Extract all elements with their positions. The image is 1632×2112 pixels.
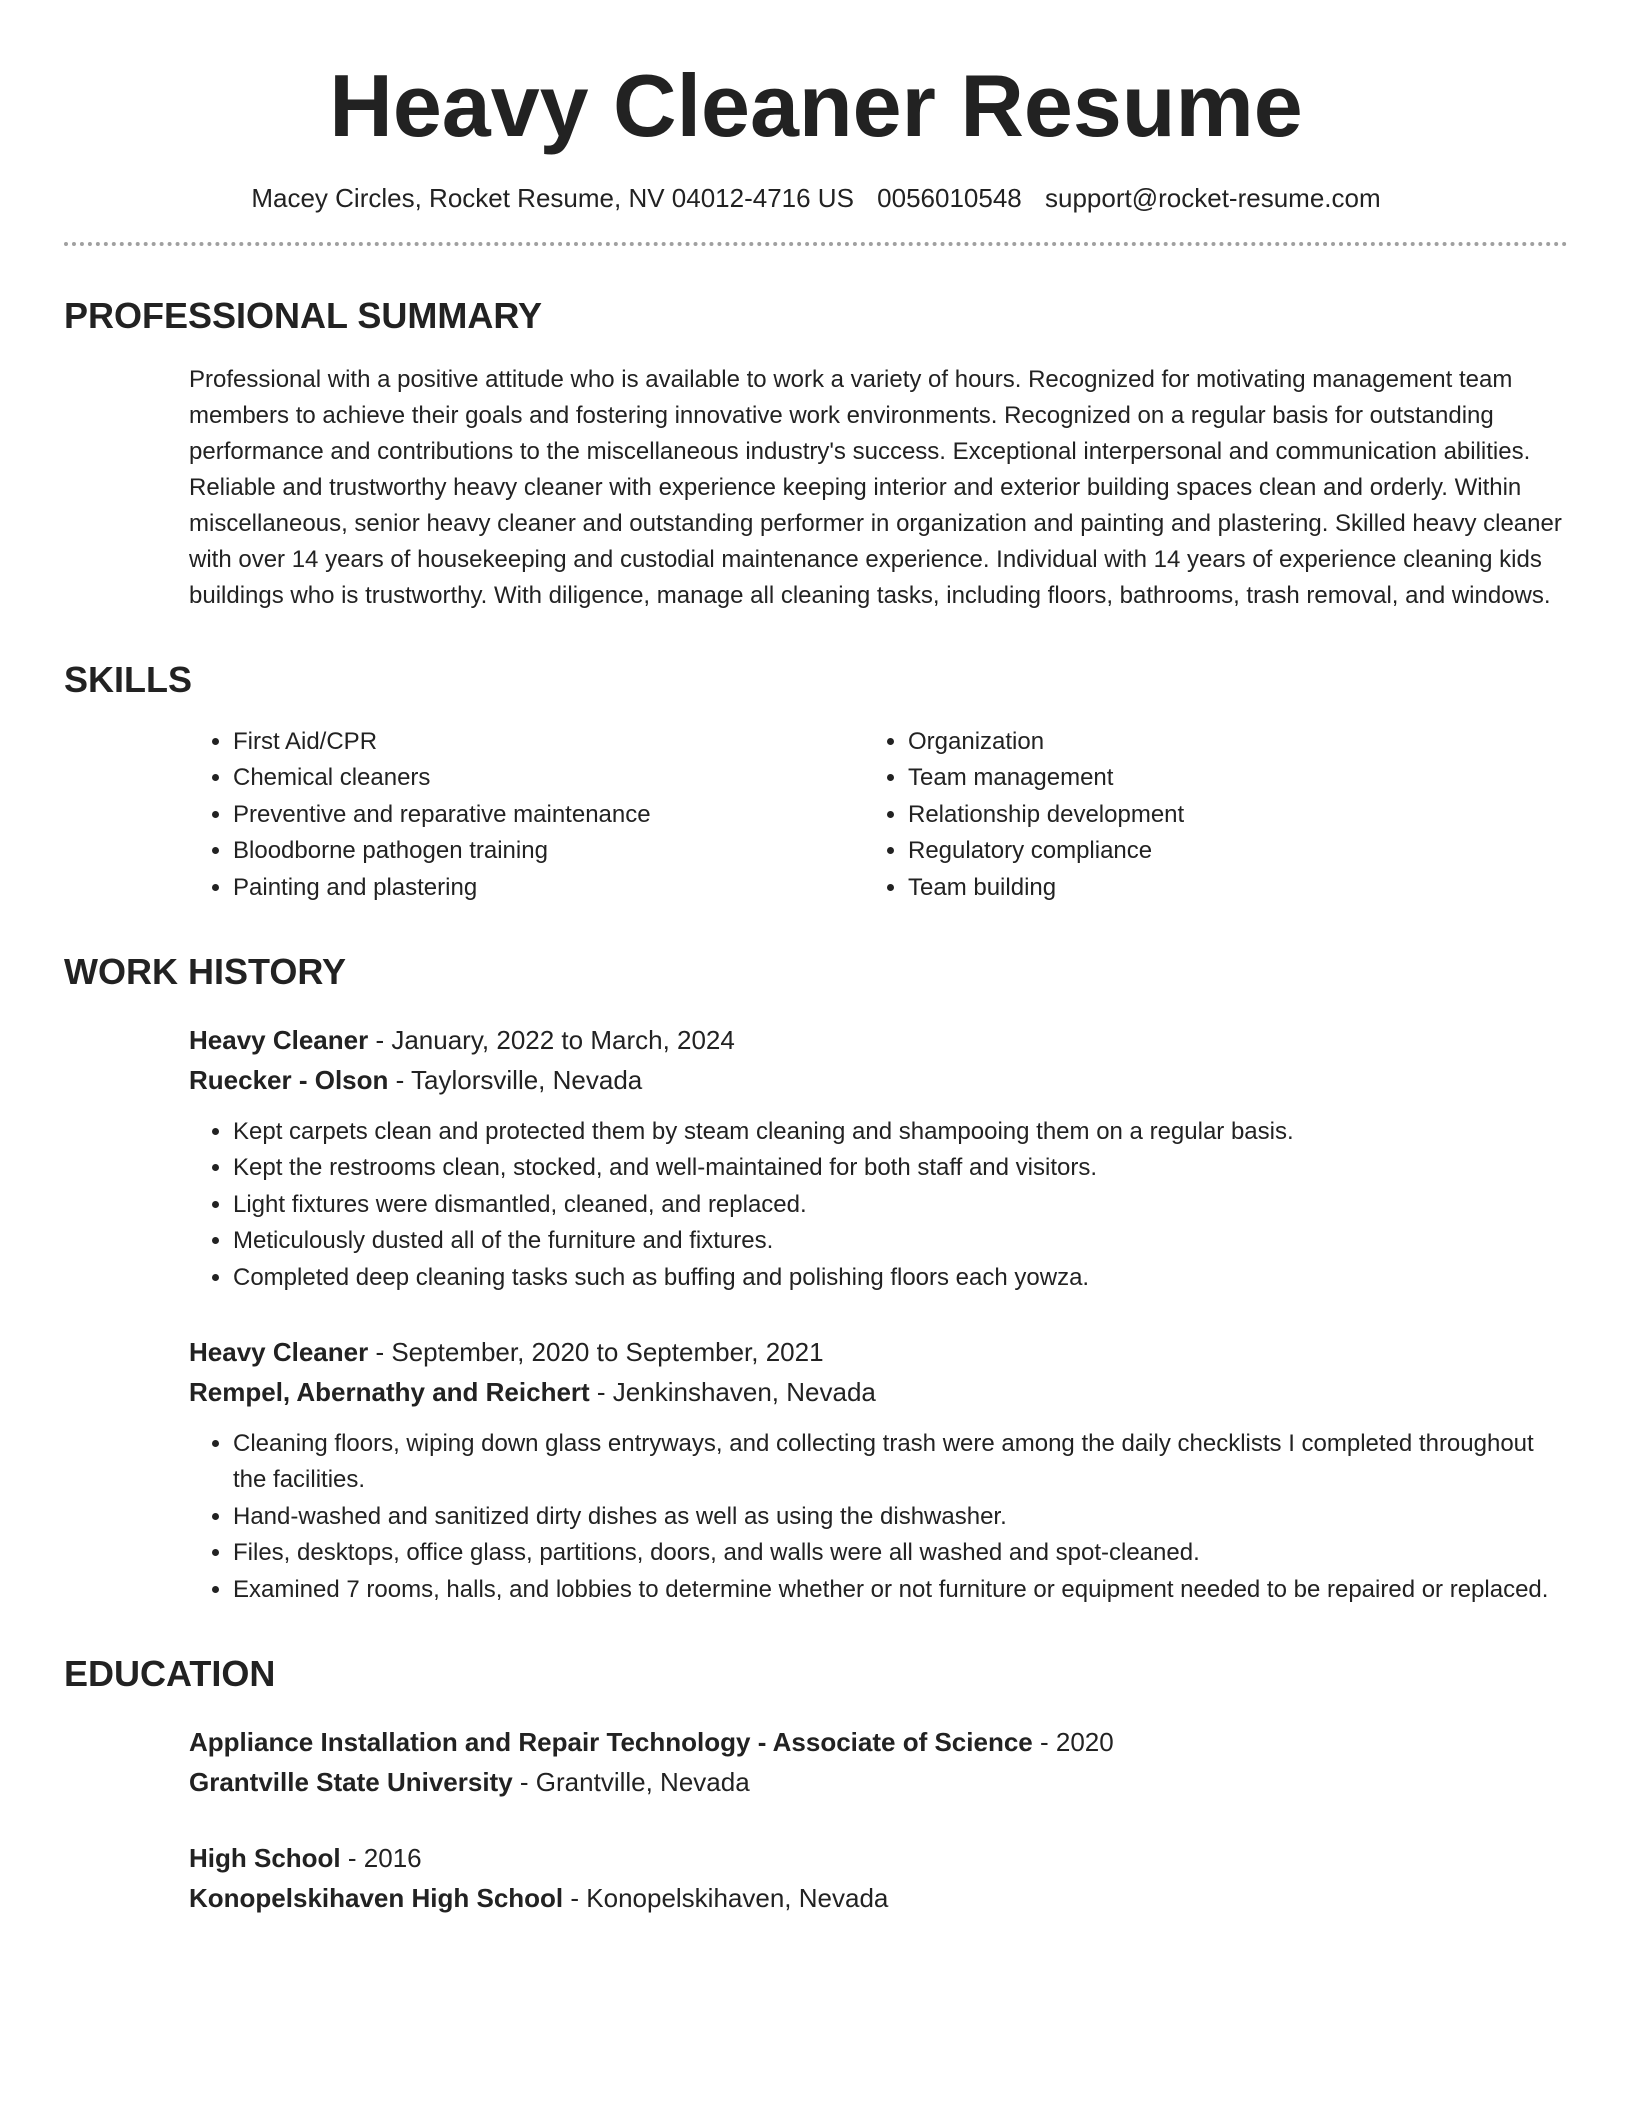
skill-item: • Bloodborne pathogen training	[233, 833, 864, 869]
job-title-line	[189, 1332, 1568, 1372]
education-section	[64, 1652, 1568, 1918]
summary-text: Professional with a positive attitude who is available to work a variety of hours. Recognized for motivating management team members to achieve their goals and fostering innovative work environments. Recognized on a regular basis for outstanding performance and contributions to the miscellaneous industry's success. Exceptional interpersonal and communication abilities. Reliable and trustworthy heavy cleaner with experience keeping interior and exterior building spaces clean and orderly. Within miscellaneous, senior heavy cleaner and outstanding performer in organization and painting and plastering. Skilled heavy cleaner with over 14 years of housekeeping and custodial maintenance experience. Individual with 14 years of experience cleaning kids buildings who is trustworthy. With diligence, manage all cleaning tasks, including floors, bathrooms, trash removal, and windows.	[189, 366, 1562, 609]
resume-title: Heavy Cleaner Resume	[329, 56, 1303, 155]
contact-email: support@rocket-resume.com	[1045, 183, 1381, 213]
skill-item: • Painting and plastering	[233, 870, 864, 906]
work-history-section	[64, 950, 1568, 1608]
skill-item: • Regulatory compliance	[908, 833, 1539, 869]
duty-item: • Completed deep cleaning tasks such as buffing and polishing floors each yowza.	[233, 1260, 1568, 1296]
education-degree: Appliance Installation and Repair Technology - Associate of Science	[189, 1727, 1033, 1758]
job-location: - Taylorsville, Nevada	[388, 1065, 643, 1096]
job-dates: - January, 2022 to March, 2024	[368, 1025, 735, 1056]
work-history-heading: WORK HISTORY	[64, 951, 347, 993]
contact-info	[64, 180, 1568, 216]
contact-phone: 0056010548	[877, 183, 1022, 213]
duty-item: • Light fixtures were dismantled, cleaned, and replaced.	[233, 1187, 1568, 1223]
duty-item: • Meticulously dusted all of the furniture and fixtures.	[233, 1223, 1568, 1259]
job-title-line	[189, 1020, 1568, 1060]
education-school: Grantville State University	[189, 1767, 513, 1798]
job-duties	[189, 1114, 1568, 1296]
header-divider	[64, 242, 1568, 246]
contact-address: Macey Circles, Rocket Resume, NV 04012-4716 US	[251, 183, 854, 213]
skill-item: • Team building	[908, 870, 1539, 906]
skill-item: • Team management	[908, 760, 1539, 796]
education-school: Konopelskihaven High School	[189, 1883, 564, 1914]
job-title: Heavy Cleaner	[189, 1337, 369, 1368]
skills-heading: SKILLS	[64, 659, 193, 700]
education-year: - 2020	[1032, 1727, 1114, 1758]
education-location: - Konopelskihaven, Nevada	[563, 1883, 889, 1914]
duty-item: • Kept the restrooms clean, stocked, and well-maintained for both staff and visitors.	[233, 1150, 1568, 1186]
job-entry	[64, 1332, 1568, 1608]
education-entry	[64, 1722, 1568, 1802]
job-company: Ruecker - Olson	[189, 1065, 389, 1096]
duty-item: • Cleaning floors, wiping down glass entryways, and collecting trash were among the daily checklists I completed throughout the facilities.	[233, 1426, 1568, 1499]
skill-item: • First Aid/CPR	[233, 724, 864, 760]
job-location: - Jenkinshaven, Nevada	[589, 1377, 876, 1408]
skill-item: • Chemical cleaners	[233, 760, 864, 796]
education-degree: High School	[189, 1843, 341, 1874]
education-school-line	[189, 1878, 1568, 1918]
skill-item: • Preventive and reparative maintenance	[233, 797, 864, 833]
education-degree-line	[189, 1838, 1568, 1878]
job-company-line	[189, 1060, 1568, 1100]
education-year: - 2016	[340, 1843, 422, 1874]
education-heading: EDUCATION	[64, 1653, 276, 1695]
education-location: - Grantville, Nevada	[512, 1767, 750, 1798]
job-entry	[64, 1020, 1568, 1296]
duty-item: • Hand-washed and sanitized dirty dishes as well as using the dishwasher.	[233, 1499, 1568, 1535]
skill-item: • Relationship development	[908, 797, 1539, 833]
job-title: Heavy Cleaner	[189, 1025, 369, 1056]
job-company-line	[189, 1372, 1568, 1412]
skills-list-right	[864, 724, 1539, 906]
duty-item: • Kept carpets clean and protected them by steam cleaning and shampooing them on a regular basis.	[233, 1114, 1568, 1150]
skills-grid	[64, 724, 1568, 906]
job-dates: - September, 2020 to September, 2021	[368, 1337, 824, 1368]
duty-item: • Files, desktops, office glass, partitions, doors, and walls were all washed and spot-cleaned.	[233, 1535, 1568, 1571]
skills-list-left	[189, 724, 864, 906]
summary-section	[64, 294, 1568, 614]
summary-heading: PROFESSIONAL SUMMARY	[64, 295, 543, 336]
education-degree-line	[189, 1722, 1568, 1762]
skills-section	[64, 658, 1568, 906]
duty-item: • Examined 7 rooms, halls, and lobbies to determine whether or not furniture or equipment needed to be repaired or replaced.	[233, 1572, 1568, 1608]
education-school-line	[189, 1762, 1568, 1802]
skill-item: • Organization	[908, 724, 1539, 760]
job-company: Rempel, Abernathy and Reichert	[189, 1377, 590, 1408]
job-duties	[189, 1426, 1568, 1608]
education-entry	[64, 1838, 1568, 1918]
